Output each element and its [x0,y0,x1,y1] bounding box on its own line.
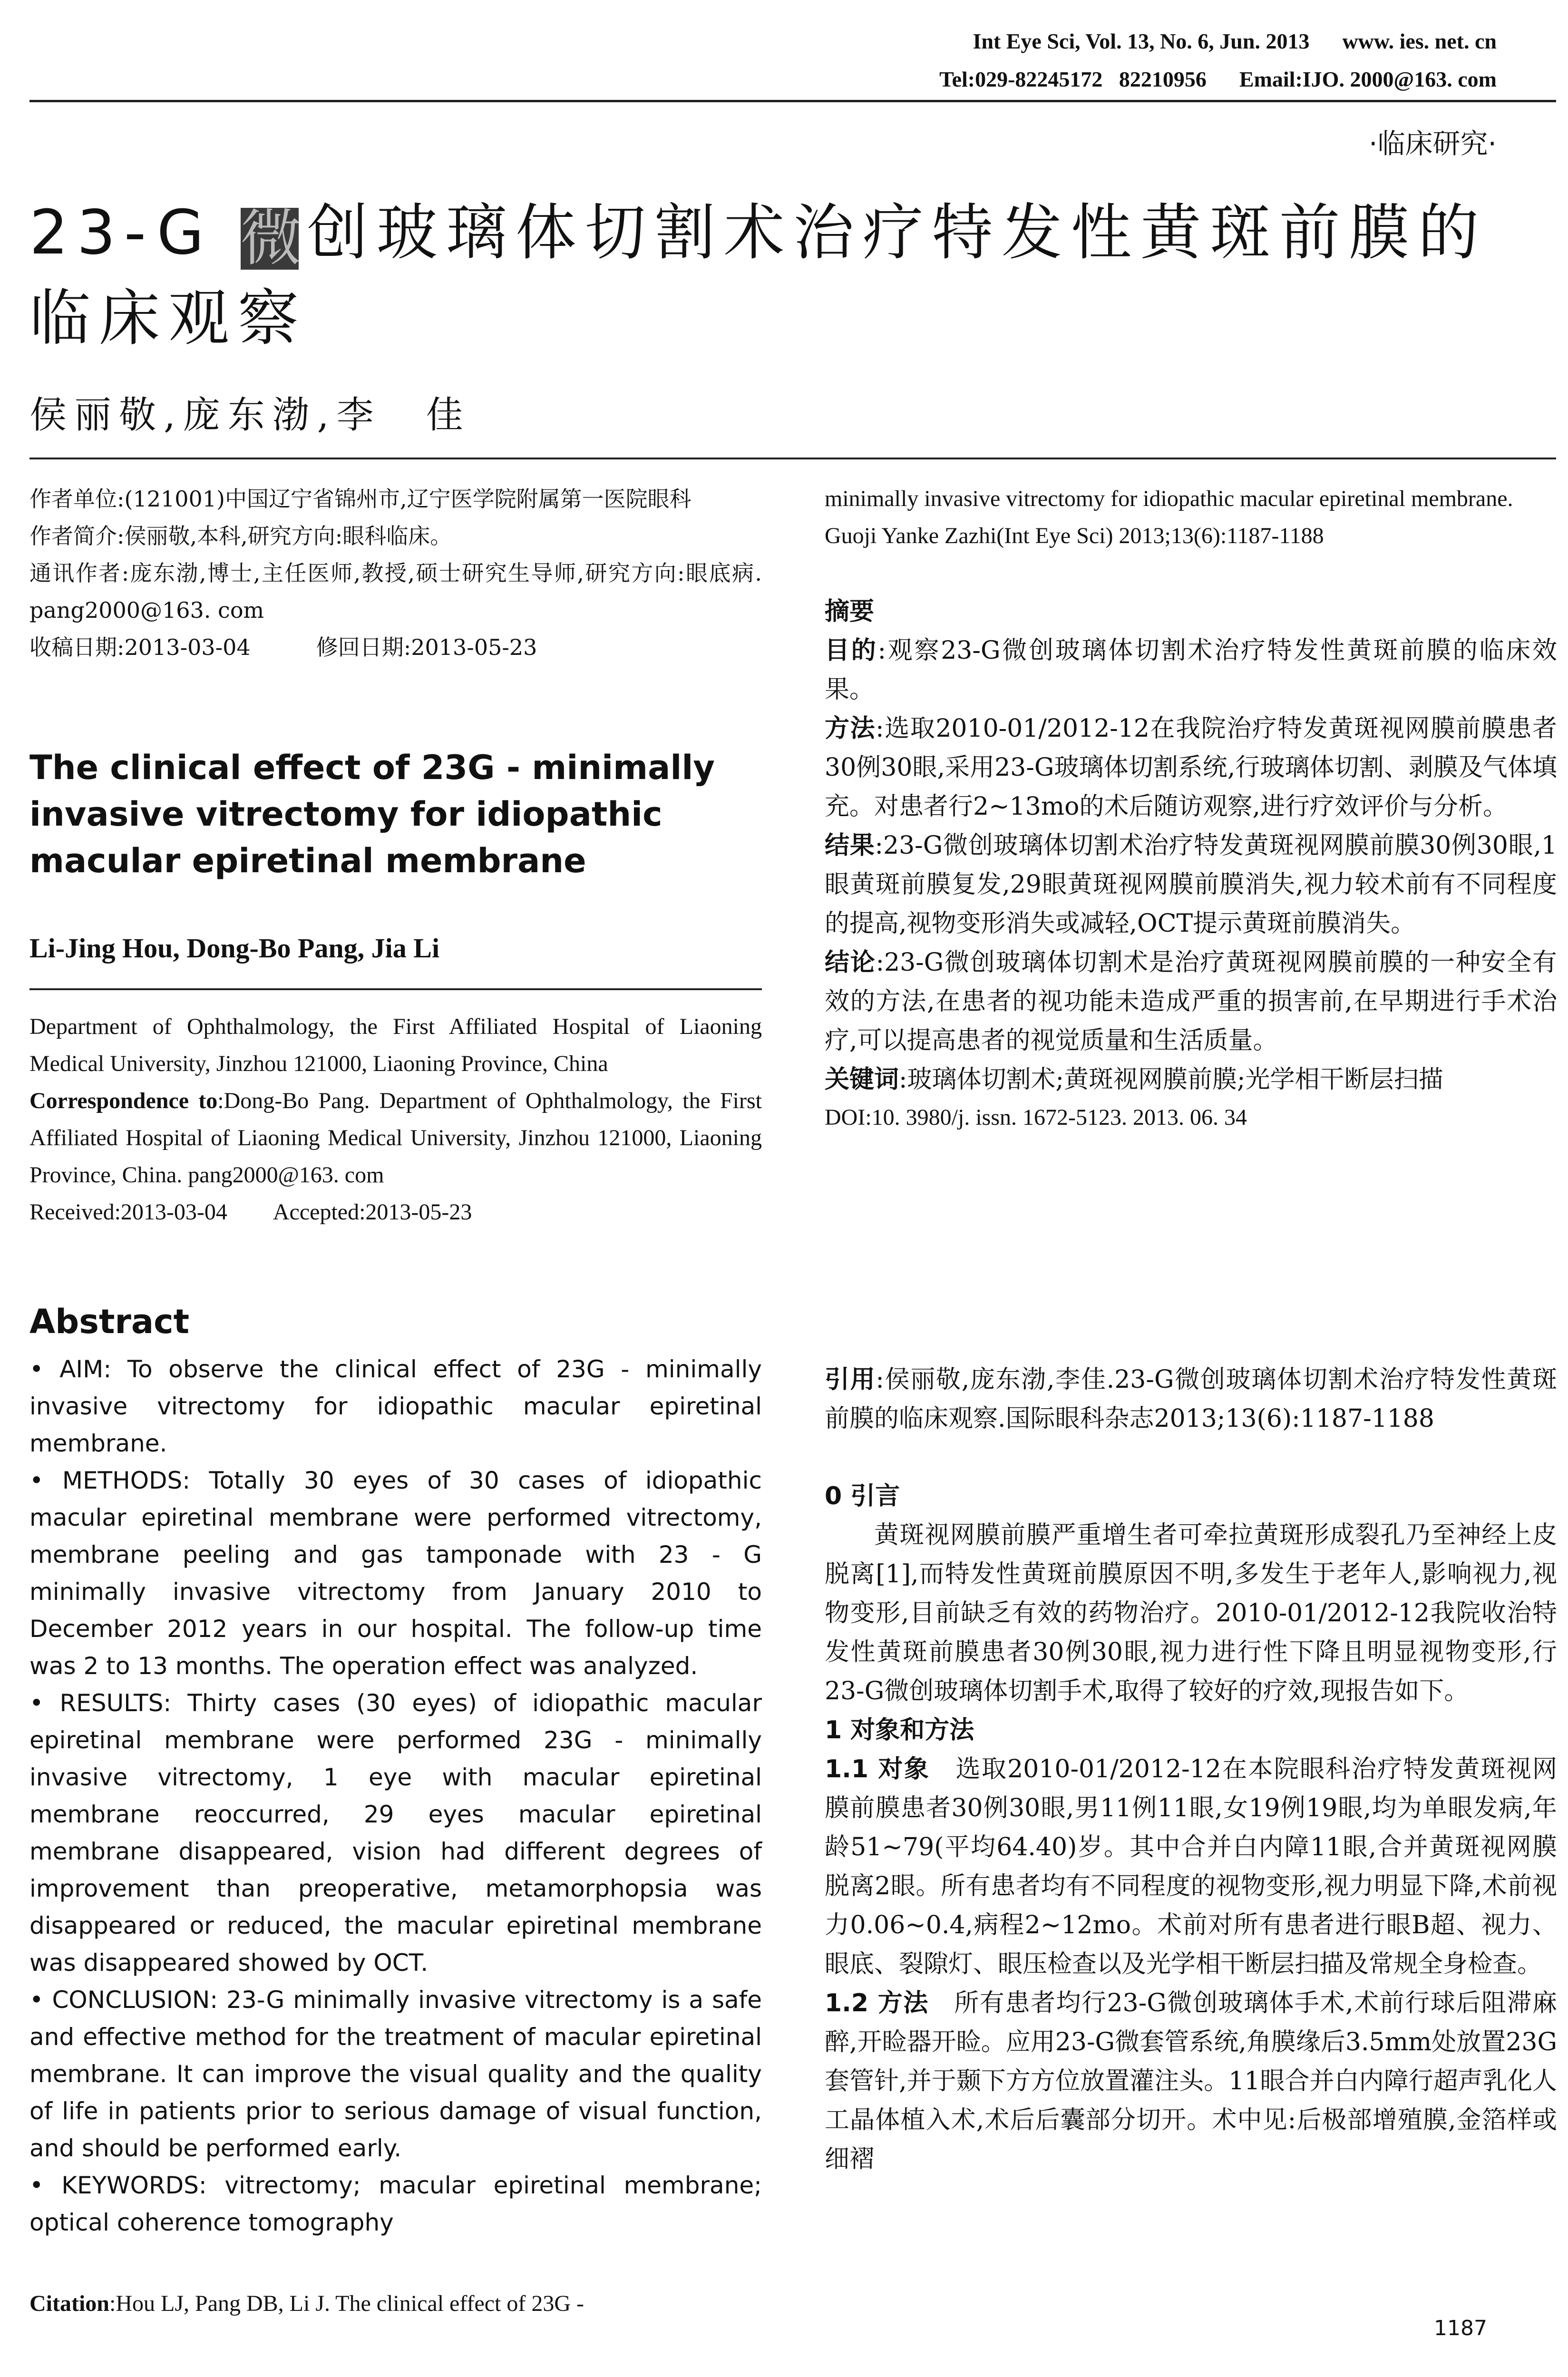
citation-text: :Hou LJ, Pang DB, Li J. The clinical effect of 23G - [109,2291,584,2316]
keywords-cn-text: :玻璃体切割术;黄斑视网膜前膜;光学相干断层扫描 [899,1065,1443,1094]
correspondence-label: Correspondence to [29,1088,218,1113]
abstract-conclusion: • CONCLUSION: 23-G minimally invasive vitrectomy is a safe and effective method for the treatment of macular epiretinal membrane. It can improve the visual quality and the quality of life in patients prior to serious damage of visual function, and should be performed early. [29,1986,762,2162]
abstract-english [29,1351,762,2241]
title-highlight-char: 微 [240,203,302,274]
corresponding-author: 通讯作者:庞东渤,博士,主任医师,教授,硕士研究生导师,研究方向:眼底病. pang2000@163. com [29,560,762,623]
keywords-cn [825,1060,1557,1099]
conclusion-cn-text: :23-G微创玻璃体切割术是治疗黄斑视网膜前膜的一种安全有效的方法,在患者的视功能未造成严重的损害前,在早期进行手术治疗,可以提高患者的视觉质量和生活质量。 [825,948,1557,1055]
left-column [29,480,762,666]
methods-cn-label: 方法 [825,714,876,743]
title-prefix: 23-G [29,197,241,268]
citation-chinese [825,1360,1557,1438]
abstract-heading: Abstract [29,1302,190,1341]
journal-header-line-2: Tel:029-82245172 82210956 Email:IJO. 2000@163. com [939,67,1497,91]
objective-text: :观察23-G微创玻璃体切割术治疗特发性黄斑前膜的临床效果。 [825,636,1557,704]
methods-cn-text: :选取2010-01/2012-12在我院治疗特发黄斑视网膜前膜患者30例30眼,采用23-G玻璃体切割系统,行玻璃体切割、剥膜及气体填充。对患者行2~13mo的术后随访观察,进行疗效评价与分析。 [825,714,1557,821]
section-1-heading: 1 对象和方法 [825,1716,974,1744]
section-1-2-label: 1.2 方法 [825,1989,929,2017]
correspondence [29,1082,762,1194]
abstract-cn-heading: 摘要 [825,597,875,626]
citation-english [29,2285,762,2322]
body-text [825,1477,1557,2179]
authors-cn: 侯丽敬,庞东渤,李 佳 [29,394,471,437]
citation-cn-text: :侯丽敬,庞东渤,李佳.23-G微创玻璃体切割术治疗特发性黄斑前膜的临床观察.国际眼科杂志2013;13(6):1187-1188 [825,1365,1557,1433]
title-rule [29,458,1556,459]
doi: DOI:10. 3980/j. issn. 1672-5123. 2013. 06. 34 [825,1105,1247,1130]
affiliation-english [29,1008,762,1231]
results-cn-label: 结果 [825,831,875,860]
citation-label: Citation [29,2291,109,2316]
section-1-2 [825,1984,1557,2179]
abstract-methods: • METHODS: Totally 30 eyes of 30 cases of idiopathic macular epiretinal membrane were performed vitrectomy, membrane peeling and gas tamponade with 23 - G minimally invasive vitrectomy from January 2010 to December 2012 years in our hospital. The follow-up time was 2 to 13 months. The operation effect was analyzed. [29,1467,762,1680]
dates-cn: 收稿日期:2013-03-04 修回日期:2013-05-23 [29,634,537,660]
section-tag: ·临床研究· [1369,127,1497,160]
english-authors: Li-Jing Hou, Dong-Bo Pang, Jia Li [29,933,440,964]
results-cn-text: :23-G微创玻璃体切割术治疗特发黄斑视网膜前膜30例30眼,1眼黄斑前膜复发,29眼黄斑视网膜前膜消失,视力较术前有不同程度的提高,视物变形消失或减轻,OCT提示黄斑前膜消失。 [825,831,1557,938]
conclusion-cn [825,943,1557,1060]
section-1-1 [825,1750,1557,1984]
citation-cn-label: 引用 [825,1365,876,1394]
title-rest: 创玻璃体切割术治疗特发性黄斑前膜的临床观察 [29,197,1488,354]
objective [825,631,1557,709]
received-accepted: Received:2013-03-04 Accepted:2013-05-23 [29,1199,472,1225]
methods-cn [825,709,1557,826]
header-rule [29,100,1556,102]
english-title: The clinical effect of 23G - minimally invasive vitrectomy for idiopathic macular epiretinal membrane [29,748,715,880]
abstract-results: • RESULTS: Thirty cases (30 eyes) of idiopathic macular epiretinal membrane were performed 23G - minimally invasive vitrectomy, 1 eye with macular epiretinal membrane reoccurred, 29 eyes macular epiretinal membrane disappeared, vision had different degrees of improvement than preoperative, metamorphopsia was disappeared or reduced, the macular epiretinal membrane was disappeared showed by OCT. [29,1689,762,1977]
abstract-aim: • AIM: To observe the clinical effect of 23G - minimally invasive vitrectomy for idiopathic macular epiretinal membrane. [29,1355,762,1457]
section-1-1-text: 选取2010-01/2012-12在本院眼科治疗特发黄斑视网膜前膜患者30例30眼,男11例11眼,女19例19眼,均为单眼发病,年龄51~79(平均64.40)岁。其中合并白内障11眼,合并黄斑视网膜脱离2眼。所有患者均有不同程度的视物变形,视力明显下降,术前视力0.06~0.4,病程2~12mo。术前对所有患者进行眼B超、视力、眼底、裂隙灯、眼压检查以及光学相干断层扫描及常规全身检查。 [825,1755,1557,1978]
abstract-keywords: • KEYWORDS: vitrectomy; macular epiretinal membrane; optical coherence tomography [29,2172,762,2236]
section-1-2-text: 所有患者均行23-G微创玻璃体手术,术前行球后阻滞麻醉,开睑器开睑。应用23-G微套管系统,角膜缘后3.5mm处放置23G套管针,并于颞下方方位放置灌注头。11眼合并白内障行超声乳化人工晶体植入术,术后后囊部分切开。术中见:后极部增殖膜,金箔样或细褶 [825,1989,1557,2173]
section-1-1-label: 1.1 对象 [825,1755,930,1783]
page-number: 1187 [1434,2316,1487,2340]
keywords-cn-label: 关键词 [825,1065,899,1094]
citation-continued: minimally invasive vitrectomy for idiopathic macular epiretinal membrane. Guoji Yanke Zazhi(Int Eye Sci) 2013;13(6):1187-1188 [825,486,1513,548]
conclusion-cn-label: 结论 [825,948,876,977]
journal-header-line-1: Int Eye Sci, Vol. 13, No. 6, Jun. 2013 www. ies. net. cn [973,29,1497,53]
article-title [29,190,1551,361]
abstract-chinese [825,592,1557,1136]
results-cn [825,826,1557,943]
author-bio: 作者简介:侯丽敬,本科,研究方向:眼科临床。 [29,523,452,549]
introduction: 黄斑视网膜前膜严重增生者可牵拉黄斑形成裂孔乃至神经上皮脱离[1],而特发性黄斑前膜原因不明,多发生于老年人,影响视力,视物变形,目前缺乏有效的药物治疗。2010-01/2012-12我院收治特发性黄斑前膜患者30例30眼,视力进行性下降且明显视物变形,行23-G微创玻璃体切割手术,取得了较好的疗效,现报告如下。 [825,1521,1557,1705]
objective-label: 目的 [825,636,878,665]
authors-rule [29,988,762,990]
section-0-heading: 0 引言 [825,1482,900,1510]
department: Department of Ophthalmology, the First Affiliated Hospital of Liaoning Medical University, Jinzhou 121000, Liaoning Province, China [29,1014,762,1076]
correspondence-text: :Dong-Bo Pang. Department of Ophthalmology, the First Affiliated Hospital of Liaoning Medical University, Jinzhou 121000, Liaoning Province, China. pang2000@163. com [29,1088,762,1188]
affiliation: 作者单位:(121001)中国辽宁省锦州市,辽宁医学院附属第一医院眼科 [29,486,691,512]
